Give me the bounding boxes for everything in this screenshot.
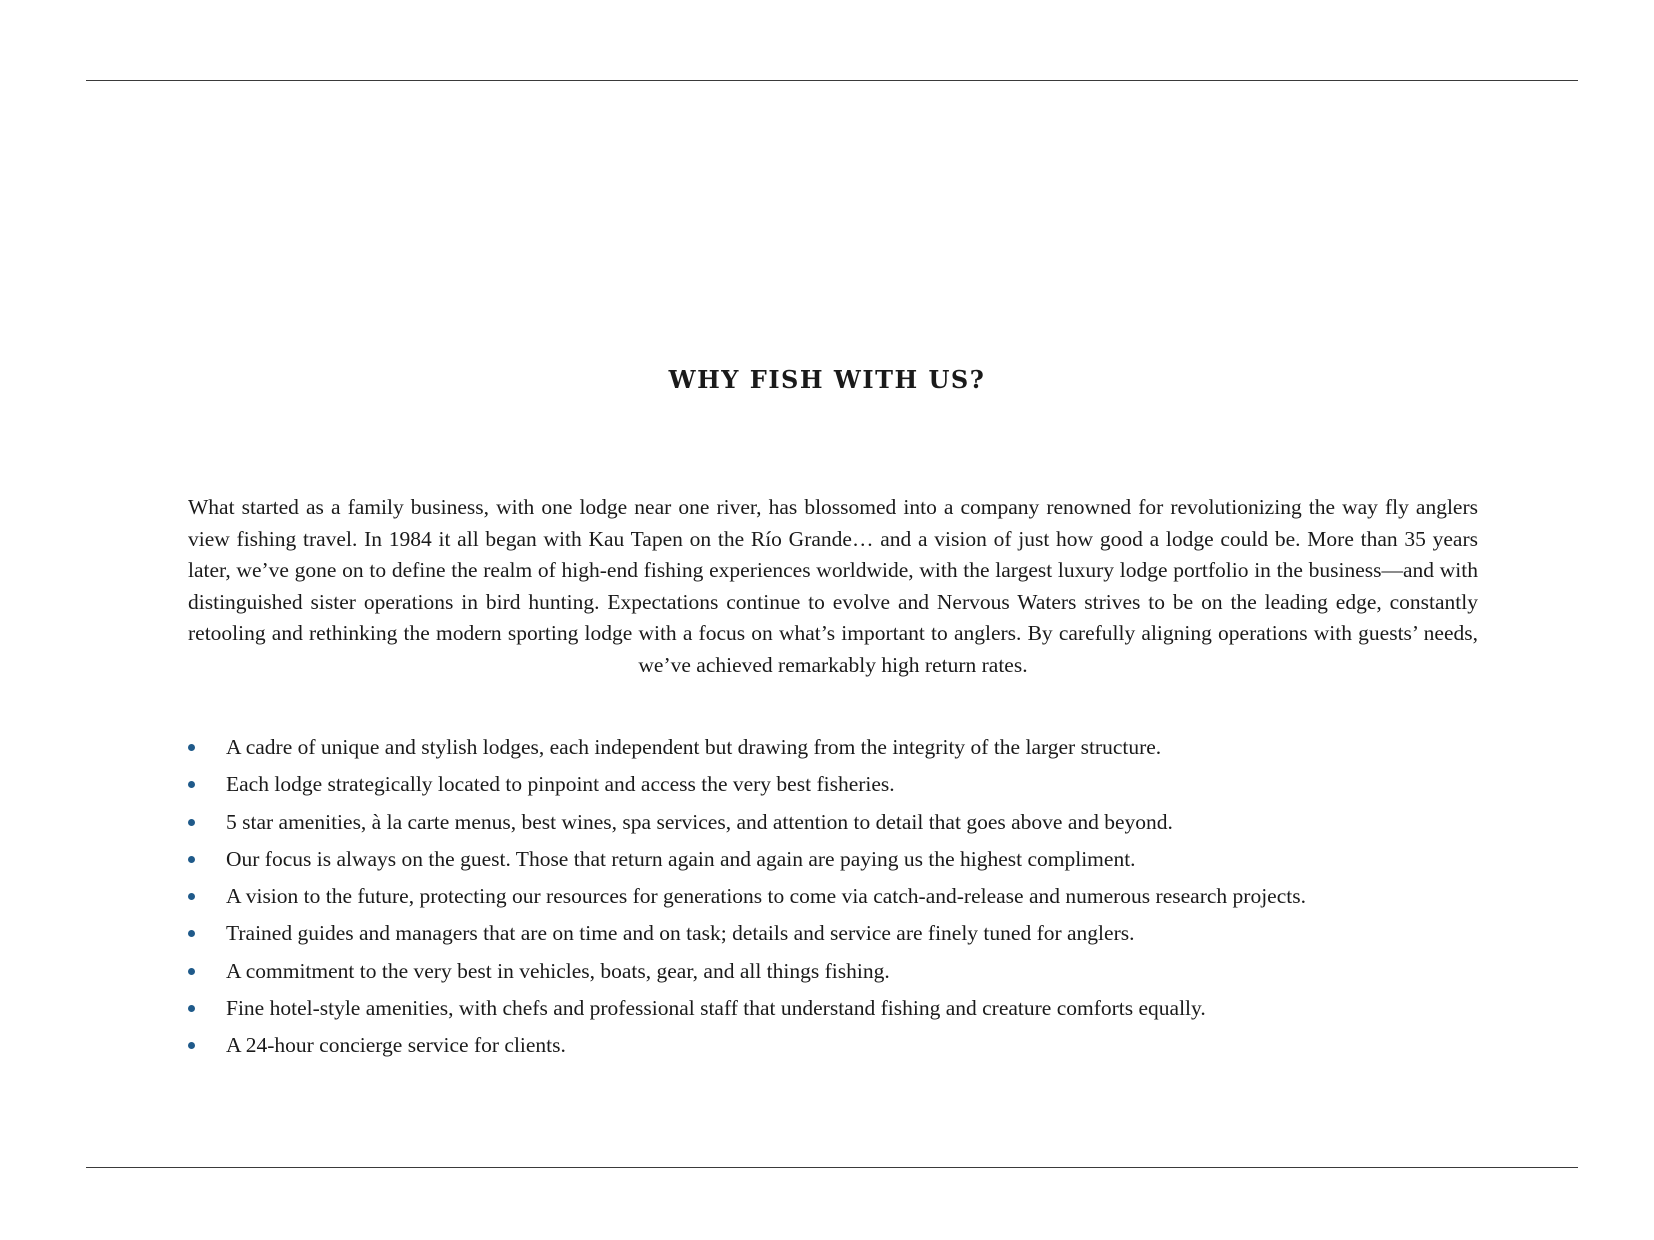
bullet-icon <box>188 744 195 751</box>
list-item <box>188 1031 1508 1068</box>
bullet-icon <box>188 781 195 788</box>
list-item <box>188 808 1508 845</box>
bullet-icon <box>188 893 195 900</box>
bullet-icon <box>188 968 195 975</box>
list-item <box>188 770 1508 807</box>
list-item-text: A cadre of unique and stylish lodges, each independent but drawing from the integrity of the larger structure. <box>226 735 1162 759</box>
bullet-icon <box>188 1005 195 1012</box>
bullet-icon <box>188 930 195 937</box>
benefits-list <box>188 733 1508 1069</box>
list-item-text: Each lodge strategically located to pinpoint and access the very best fisheries. <box>226 772 895 797</box>
list-item <box>188 919 1508 956</box>
list-item <box>188 882 1508 919</box>
list-item-text: A vision to the future, protecting our resources for generations to come via catch-and-release and numerous research projects. <box>226 884 1306 909</box>
list-item-text: Trained guides and managers that are on time and on task; details and service are finely tuned for anglers. <box>226 921 1135 946</box>
bullet-icon <box>188 1042 195 1049</box>
intro-paragraph: What started as a family business, with one lodge near one river, has blossomed into a company renowned for revolutionizing the way fly anglers view fishing travel. In 1984 it all began with Kau Tapen on the Río Grande… and a vision of just how good a lodge could be. More than 35 years later, we’ve gone on to define the realm of high-end fishing experiences worldwide, with the largest luxury lodge portfolio in the business—and with distinguished sister operations in bird hunting. Expectations continue to evolve and Nervous Waters strives to be on the leading edge, constantly retooling and rethinking the modern sporting lodge with a focus on what’s important to anglers. By carefully aligning operations with guests’ needs, we’ve achieved remarkably high return rates. <box>188 495 1478 677</box>
list-item-text: A 24-hour concierge service for clients. <box>226 1033 566 1058</box>
list-item <box>188 845 1508 882</box>
list-item-text: Our focus is always on the guest. Those that return again and again are paying us the highest compliment. <box>226 846 1136 871</box>
list-item <box>188 957 1508 994</box>
bullet-icon <box>188 856 195 863</box>
top-rule <box>86 80 1578 81</box>
list-item-text: 5 star amenities, à la carte menus, best wines, spa services, and attention to detail that goes above and beyond. <box>226 809 1173 834</box>
list-item <box>188 994 1508 1031</box>
page-title: WHY FISH WITH US? <box>668 365 986 394</box>
list-item-text: Fine hotel-style amenities, with chefs and professional staff that understand fishing and creature comforts equally. <box>226 996 1206 1021</box>
bullet-icon <box>188 819 195 826</box>
list-item-text: A commitment to the very best in vehicles, boats, gear, and all things fishing. <box>226 958 890 983</box>
bottom-rule <box>86 1167 1578 1168</box>
list-item <box>188 733 1508 770</box>
